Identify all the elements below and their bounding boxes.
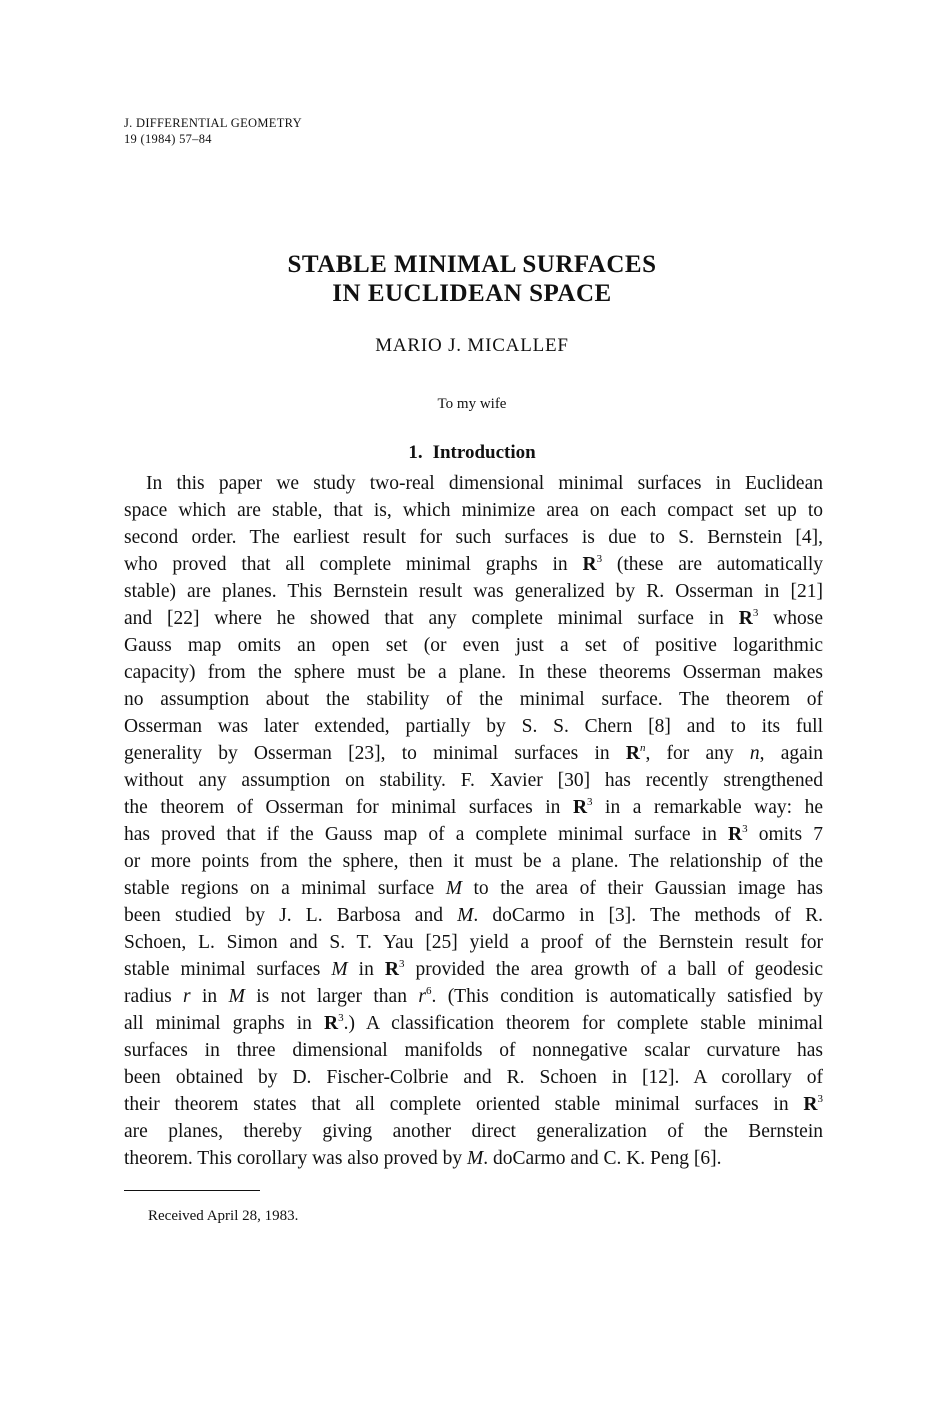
section-number: 1. [408,442,423,463]
paper-title [0,250,944,308]
paragraph-line: all minimal graphs in $R^3$.) A classification theorem for complete stable minimal [124,1012,823,1034]
paragraph-line: and [22] where he showed that any complete minimal surface in $R^3$ whose [124,607,824,629]
paragraph-line: space which are stable, that is, which minimize area on each compact set up to [124,500,823,521]
section-heading [0,441,944,465]
paragraph-line: Schoen, L. Simon and S. T. Yau [25] yield a proof of the Bernstein result for [124,932,823,953]
paragraph-line: surfaces in three dimensional manifolds of nonnegative scalar curvature has [124,1040,823,1061]
paragraph-line: second order. The earliest result for such surfaces is due to S. Bernstein [4], [124,527,823,548]
title-line-1: STABLE MINIMAL SURFACES [287,251,657,278]
paragraph-line: stable) are planes. This Bernstein result was generalized by R. Osserman in [21] [124,581,823,602]
paragraph-line: stable minimal surfaces M in $R^3$ provided the area growth of a ball of geodesic [124,958,824,980]
journal-name: J. DIFFERENTIAL GEOMETRY [124,116,302,130]
paragraph-line: been studied by J. L. Barbosa and M. doCarmo in [3]. The methods of R. [124,905,823,926]
paragraph-line: without any assumption on stability. F. Xavier [30] has recently strengthened [124,770,823,791]
paragraph-line: who proved that all complete minimal graphs in $R^3$ (these are automatically [124,553,823,575]
paragraph-line: Osserman was later extended, partially by S. S. Chern [8] and to its full [124,716,823,737]
title-line-2: IN EUCLIDEAN SPACE [332,280,612,307]
paragraph-line: the theorem of Osserman for minimal surfaces in $R^3$ in a remarkable way: he [124,796,823,818]
journal-header [124,115,302,147]
paragraph-line: theorem. This corollary was also proved by M. doCarmo and C. K. Peng [6]. [124,1148,722,1169]
paragraph-line: radius r in M is not larger than $r^6$. (This condition is automatically satisfied by [124,985,824,1007]
paragraph-line: In this paper we study two-real dimensional minimal surfaces in Euclidean [146,473,823,494]
paragraph-line: has proved that if the Gauss map of a complete minimal surface in $R^3$ omits 7 [124,823,823,845]
paragraph-line: generality by Osserman [23], to minimal surfaces in $R^n$, for any n, again [124,742,824,764]
section-title: Introduction [432,442,536,463]
author-name: MARIO J. MICALLEF [375,335,569,356]
paragraph-line: or more points from the sphere, then it must be a plane. The relationship of the [124,851,823,872]
paragraph-line: are planes, thereby giving another direct generalization of the Bernstein [124,1121,823,1142]
paragraph-line: capacity) from the sphere must be a plane. In these theorems Osserman makes [124,662,823,683]
paragraph-line: stable regions on a minimal surface M to the area of their Gaussian image has [124,878,823,899]
paragraph-line: their theorem states that all complete oriented stable minimal surfaces in $R^3$ [124,1093,823,1115]
dedication: To my wife [437,396,507,412]
paragraph-line: Gauss map omits an open set (or even just a set of positive logarithmic [124,635,823,656]
paragraph-line: been obtained by D. Fischer-Colbrie and R. Schoen in [12]. A corollary of [124,1067,823,1088]
journal-citation: 19 (1984) 57–84 [124,132,212,146]
introduction-paragraph [124,470,823,1172]
received-date-footnote: Received April 28, 1983. [148,1208,299,1224]
footnote-rule [124,1190,260,1191]
paragraph-line: no assumption about the stability of the minimal surface. The theorem of [124,689,823,710]
